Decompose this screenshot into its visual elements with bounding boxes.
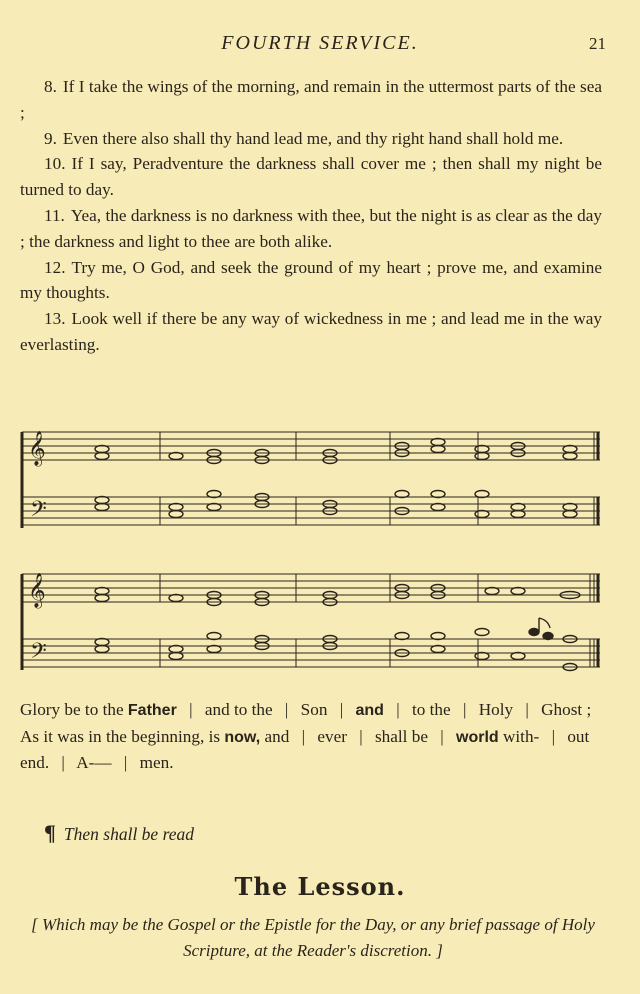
verse-number: 8. (44, 77, 57, 96)
pointing-bar: | (123, 753, 128, 772)
verse-text: Look well if there be any way of wickedness in me ; and lead me in the way everlasting. (20, 309, 602, 354)
rubric-text: Then shall be read (63, 824, 194, 844)
verse-text: Even there also shall thy hand lead me, and thy right hand shall hold me. (62, 128, 564, 148)
pointing-bar: | (189, 700, 193, 719)
verse-11 (20, 203, 602, 255)
psalm-verses (20, 74, 602, 358)
svg-text:𝄞: 𝄞 (28, 573, 46, 608)
gloria-text: Glory be to the (20, 700, 124, 719)
svg-text:𝄞: 𝄞 (28, 431, 46, 466)
running-head (0, 32, 640, 58)
pilcrow-icon: ¶ (44, 820, 56, 845)
gloria-text: and to the (204, 700, 273, 719)
verse-text: Yea, the darkness is no darkness with thee, but the night is as clear as the day ; the darkness and light to thee are both alike. (20, 205, 602, 251)
pointing-bar: | (359, 726, 363, 746)
gloria-text: out end. (20, 726, 590, 772)
gloria-text: and (264, 726, 290, 746)
music-staves-1 (18, 424, 602, 530)
verse-13 (20, 306, 602, 358)
verse-9 (20, 126, 602, 152)
page-number: 21 (589, 34, 606, 53)
lesson-note: [ Which may be the Gospel or the Epistle for the Day, or any brief passage of Holy Scripture, at the Reader's discretion. ] (31, 915, 595, 960)
rubric (44, 820, 194, 846)
pointing-bar: | (339, 700, 344, 719)
gloria-text: As it was in the beginning, is (20, 726, 221, 746)
verse-text: Try me, O God, and seek the ground of my heart ; prove me, and examine my thoughts. (20, 257, 602, 303)
music-staves-2 (18, 566, 602, 672)
pointing-bar: | (61, 753, 65, 772)
gloria-line-1 (20, 697, 602, 724)
chant-music-system-1 (18, 424, 602, 530)
svg-text:𝄢: 𝄢 (30, 497, 47, 527)
gloria-text: Son (300, 700, 328, 719)
gloria-text-emphasis: now, (224, 728, 261, 746)
pointing-bar: | (462, 700, 467, 719)
verse-12 (20, 255, 602, 307)
pointing-bar: | (301, 726, 306, 746)
verse-text: If I say, Peradventure the darkness shall cover me ; then shall my night be turned to day. (20, 154, 602, 200)
gloria-text: shall be (374, 726, 428, 746)
section-title: The Lesson. (234, 872, 406, 901)
verse-text: If I take the wings of the morning, and remain in the uttermost parts of the sea ; (20, 77, 602, 122)
gloria-line-2 (20, 724, 602, 776)
verse-8 (20, 74, 602, 126)
svg-text:𝄢: 𝄢 (30, 639, 47, 669)
verse-number: 11. (44, 205, 65, 225)
pointing-bar: | (551, 726, 556, 746)
verse-number: 10. (44, 154, 66, 174)
verse-number: 12. (44, 257, 66, 277)
gloria-text-emphasis: world (456, 728, 499, 746)
pointing-bar: | (284, 700, 289, 719)
gloria-text-emphasis: Father (127, 702, 177, 719)
running-title: FOURTH SERVICE. (221, 32, 419, 54)
verse-10 (20, 151, 602, 203)
gloria-text: ever (317, 726, 347, 746)
chant-music-system-2 (18, 566, 602, 672)
gloria-text: A-— (76, 753, 112, 772)
gloria-text-emphasis: and (355, 702, 384, 719)
pointing-bar: | (525, 700, 529, 719)
gloria-patri (20, 697, 602, 776)
gloria-text: Ghost ; (541, 700, 592, 719)
pointing-bar: | (440, 726, 444, 746)
gloria-text: Holy (478, 700, 514, 719)
gloria-text: to the (411, 700, 451, 719)
gloria-text: men. (139, 753, 174, 772)
pointing-bar: | (396, 700, 400, 719)
verse-number: 13. (44, 309, 66, 329)
verse-number: 9. (44, 128, 57, 148)
gloria-text: with- (502, 726, 540, 746)
